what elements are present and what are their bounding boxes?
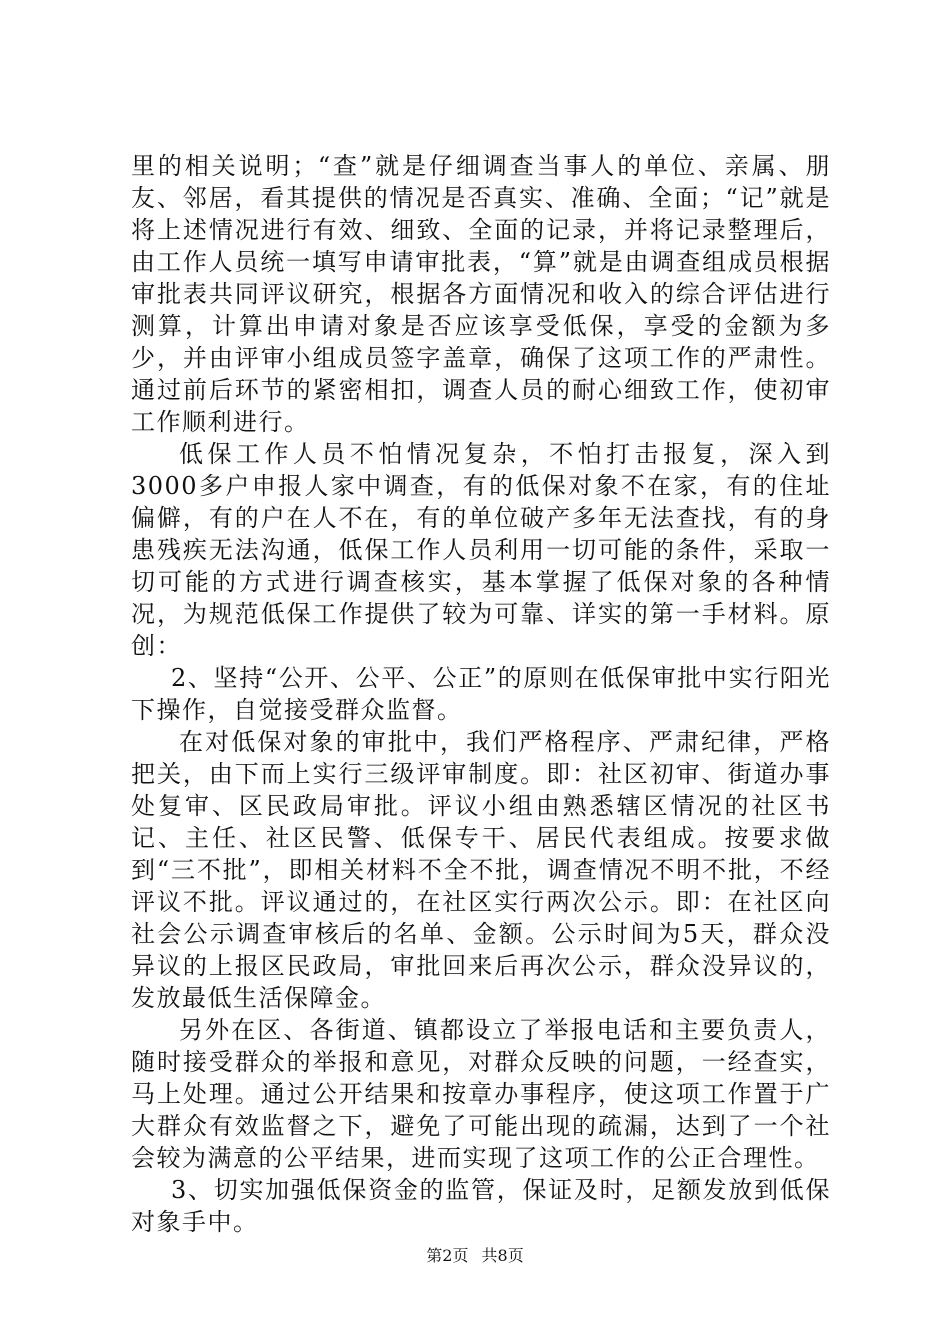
- page-number-total: 共8页: [481, 1246, 524, 1265]
- paragraph-verification-steps: 里的相关说明；“查”就是仔细调查当事人的单位、亲属、朋友、邻居，看其提供的情况是否真实、准确、全面；“记”就是将上述情况进行有效、细致、全面的记录，并将记录整理后，由工作人员统一填写申请审批表，“算”就是由调查组成员根据审批表共同评议研究，根据各方面情况和收入的综合评估进行测算，计算出申请对象是否应该享受低保，享受的金额为多少，并由评审小组成员签字盖章，确保了这项工作的严肃性。通过前后环节的紧密相扣，调查人员的耐心细致工作，使初审工作顺利进行。: [131, 152, 831, 436]
- page-number-current: 第2页: [426, 1246, 469, 1265]
- page-footer: [0, 1246, 950, 1266]
- paragraph-heading-3: 3、切实加强低保资金的监管，保证及时，足额发放到低保对象手中。: [131, 1176, 831, 1236]
- paragraph-supervision: 另外在区、各街道、镇都设立了举报电话和主要负责人，随时接受群众的举报和意见，对群众反映的问题，一经查实，马上处理。通过公开结果和按章办事程序，使这项工作置于广大群众有效监督之下，避免了可能出现的疏漏，达到了一个社会较为满意的公平结果，进而实现了这项工作的公正合理性。: [131, 1016, 831, 1172]
- paragraph-field-investigation: 低保工作人员不怕情况复杂，不怕打击报复，深入到3000多户申报人家中调查，有的低保对象不在家，有的住址偏僻，有的户在人不在，有的单位破产多年无法查找，有的身患残疾无法沟通，低保工作人员利用一切可能的条件，采取一切可能的方式进行调查核实，基本掌握了低保对象的各种情况，为规范低保工作提供了较为可靠、详实的第一手材料。原创：: [131, 440, 831, 660]
- document-body: [131, 150, 831, 1238]
- paragraph-heading-2: 2、坚持“公开、公平、公正”的原则在低保审批中实行阳光下操作，自觉接受群众监督。: [131, 664, 831, 724]
- paragraph-approval-process: 在对低保对象的审批中，我们严格程序、严肃纪律，严格把关，由下而上实行三级评审制度。即：社区初审、街道办事处复审、区民政局审批。评议小组由熟悉辖区情况的社区书记、主任、社区民警、低保专干、居民代表组成。按要求做到“三不批”，即相关材料不全不批，调查情况不明不批，不经评议不批。评议通过的，在社区实行两次公示。即：在社区向社会公示调查审核后的名单、金额。公示时间为5天，群众没异议的上报区民政局，审批回来后再次公示，群众没异议的，发放最低生活保障金。: [131, 728, 831, 1012]
